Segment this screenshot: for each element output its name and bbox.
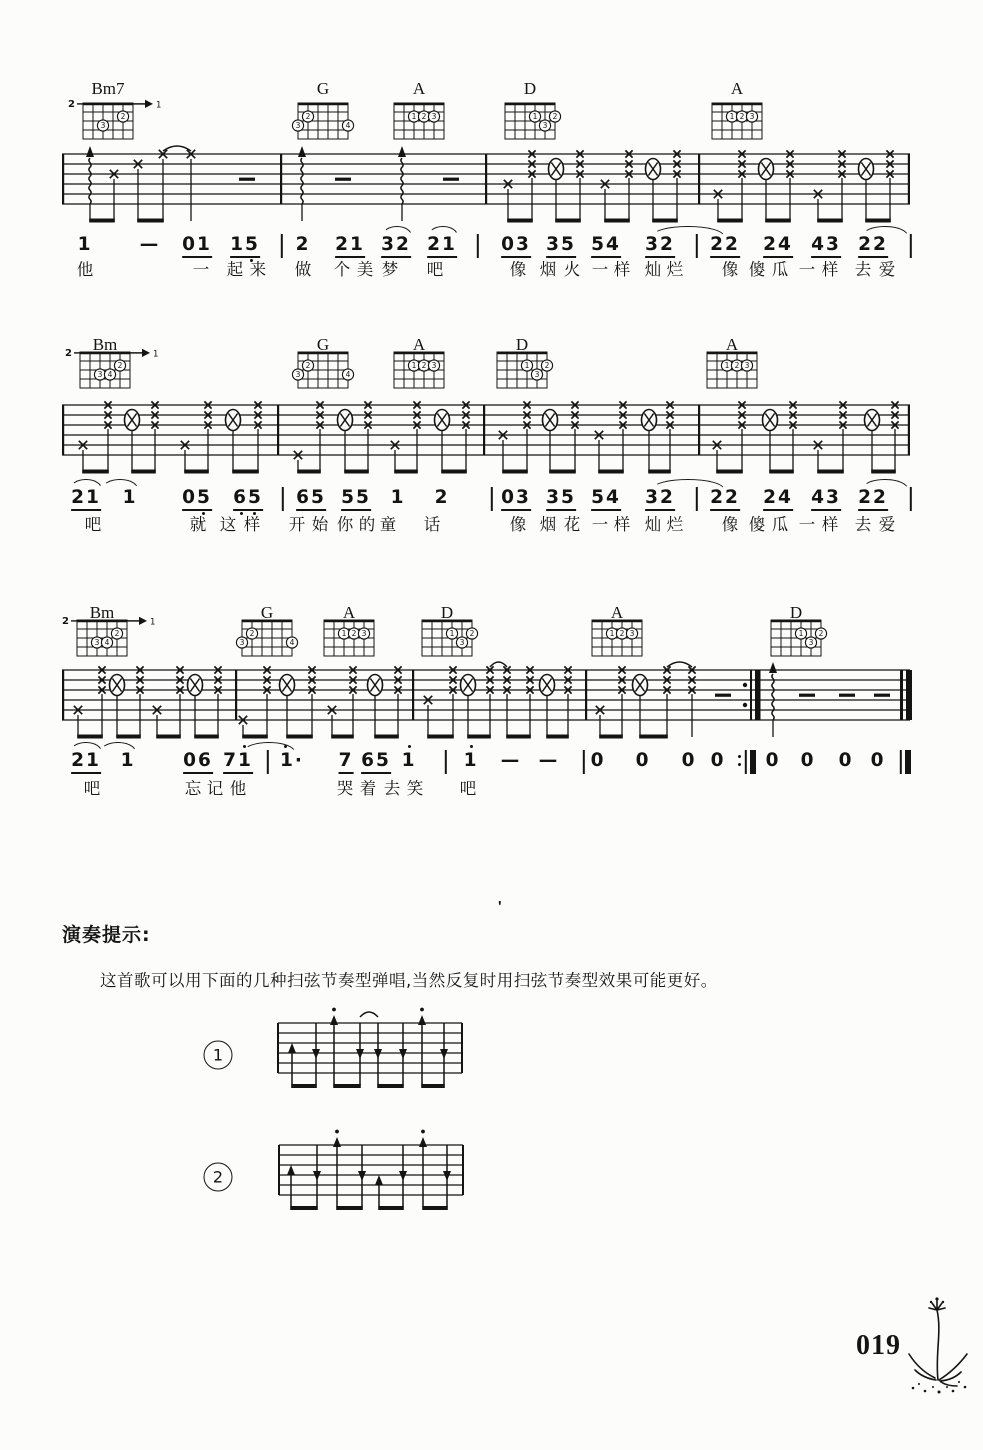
chord-label-a: A <box>610 603 624 622</box>
jianpu-barline <box>477 234 479 258</box>
svg-text:2: 2 <box>120 112 126 122</box>
jianpu-note: 2 <box>434 487 450 508</box>
svg-text:4: 4 <box>345 370 351 380</box>
lyric-char: 花 <box>563 515 581 534</box>
jianpu-note: 54 <box>591 236 621 258</box>
jianpu-note: 71 <box>223 752 253 774</box>
lyric-char: 做 <box>294 260 312 279</box>
repeat-thin-bar <box>745 750 747 774</box>
lyric-char: 他 <box>76 260 94 279</box>
jianpu-note: 1 <box>77 234 93 255</box>
jianpu-note: 32 <box>645 236 675 258</box>
svg-text:2: 2 <box>469 629 475 639</box>
lyric-char: 的 <box>358 515 376 534</box>
jianpu-note: 01 <box>182 236 212 258</box>
repeat-dot <box>738 755 741 758</box>
tab-staff-2 <box>62 389 916 483</box>
jianpu-barline <box>282 487 284 511</box>
lyric-char: 样 <box>613 515 631 534</box>
svg-text:3: 3 <box>459 638 465 648</box>
svg-text:1: 1 <box>524 361 530 371</box>
jianpu-note: 1 <box>401 750 417 771</box>
svg-text:3: 3 <box>295 370 301 380</box>
svg-text:3: 3 <box>239 638 245 648</box>
svg-text:3: 3 <box>431 112 437 122</box>
lyric-char: 灿 <box>644 260 662 279</box>
jianpu-note: 1 <box>122 487 138 508</box>
jianpu-barline <box>696 487 698 511</box>
lyric-char: 就 <box>189 515 207 534</box>
lyric-char: 吧 <box>426 260 444 279</box>
lyric-char: 童 <box>379 515 397 534</box>
svg-text:3: 3 <box>97 370 103 380</box>
lyric-char: 样 <box>821 260 839 279</box>
footer-decoration-icon <box>905 1290 977 1398</box>
jianpu-note: 21 <box>335 236 365 258</box>
strum-pattern-staff-2 <box>276 1129 468 1225</box>
jianpu-note: 1 <box>120 750 136 771</box>
chord-diagram-g <box>278 347 388 393</box>
jianpu-barline <box>910 487 912 511</box>
chord-diagram-d <box>477 347 587 393</box>
chord-label-a: A <box>730 79 744 98</box>
svg-text:2: 2 <box>68 99 75 110</box>
chord-diagram-a <box>374 347 484 393</box>
jianpu-note: 0 <box>765 750 781 771</box>
lyric-char: 烟 <box>539 515 557 534</box>
jianpu-barline <box>267 750 269 774</box>
svg-text:1: 1 <box>724 361 730 371</box>
jianpu-note: 05 <box>182 489 212 511</box>
jianpu-note: 0 <box>681 750 697 771</box>
strum-pattern-staff-1 <box>275 1007 467 1103</box>
repeat-thick-bar <box>750 750 756 774</box>
stray-mark: ' <box>498 898 502 915</box>
pattern-label-2: 2 <box>204 1163 233 1192</box>
jianpu-note: 21 <box>71 752 101 774</box>
jianpu-barline <box>583 750 585 774</box>
lyric-char: 忘 <box>184 779 202 798</box>
final-thin-bar <box>900 750 902 774</box>
lyric-char: 一 <box>591 260 609 279</box>
lyric-char: 梦 <box>381 260 399 279</box>
chord-label-bm7: Bm7 <box>91 79 125 98</box>
lyric-char: 爱 <box>878 260 896 279</box>
svg-text:3: 3 <box>542 121 548 131</box>
svg-text:3: 3 <box>744 361 750 371</box>
svg-text:2: 2 <box>734 361 740 371</box>
lyric-char: 吧 <box>84 515 102 534</box>
chord-diagram-bm <box>60 347 170 393</box>
jianpu-barline <box>281 234 283 258</box>
lyric-char: 去 <box>854 260 872 279</box>
lyric-char: 一 <box>798 515 816 534</box>
lyric-char: 着 <box>359 779 377 798</box>
jianpu-note: 32 <box>645 489 675 511</box>
lyric-char: 一 <box>591 515 609 534</box>
lyric-char: 火 <box>563 260 581 279</box>
svg-text:1: 1 <box>411 361 417 371</box>
jianpu-note: 24 <box>763 236 793 258</box>
lyric-char: 烂 <box>666 260 684 279</box>
chord-label-d: D <box>523 79 537 98</box>
svg-text:2: 2 <box>249 629 255 639</box>
jianpu-note: 35 <box>546 489 576 511</box>
chord-label-d: D <box>515 335 529 354</box>
svg-text:2: 2 <box>552 112 558 122</box>
jianpu-note: 21 <box>427 236 457 258</box>
svg-text:2: 2 <box>619 629 625 639</box>
svg-text:2: 2 <box>305 112 311 122</box>
svg-text:1: 1 <box>449 629 455 639</box>
svg-text:3: 3 <box>295 121 301 131</box>
chord-diagram-a <box>687 347 797 393</box>
svg-text:1: 1 <box>341 629 347 639</box>
jianpu-note: 43 <box>811 236 841 258</box>
chord-label-a: A <box>412 335 426 354</box>
chord-label-a: A <box>412 79 426 98</box>
lyric-char: 像 <box>509 260 527 279</box>
svg-text:2: 2 <box>305 361 311 371</box>
lyric-char: 来 <box>249 260 267 279</box>
chord-label-a: A <box>725 335 739 354</box>
svg-text:1: 1 <box>532 112 538 122</box>
jianpu-note: 0 <box>870 750 886 771</box>
lyric-char: 一 <box>798 260 816 279</box>
chord-label-g: G <box>316 335 330 354</box>
svg-text:1: 1 <box>798 629 804 639</box>
svg-text:1: 1 <box>150 617 156 628</box>
svg-text:2: 2 <box>114 629 120 639</box>
lyric-char: 美 <box>356 260 374 279</box>
lyric-char: 记 <box>206 779 224 798</box>
final-thick-bar <box>905 750 911 774</box>
jianpu-note: 7 <box>339 752 354 774</box>
jianpu-note: — <box>538 750 560 771</box>
jianpu-note: 0 <box>590 750 606 771</box>
jianpu-note: 54 <box>591 489 621 511</box>
jianpu-barline <box>696 234 698 258</box>
lyric-char: 这 <box>219 515 237 534</box>
lyric-char: 烟 <box>539 260 557 279</box>
svg-text:1: 1 <box>729 112 735 122</box>
chord-label-bm: Bm <box>89 603 115 622</box>
chord-label-d: D <box>440 603 454 622</box>
jianpu-note: 0 <box>710 750 726 771</box>
svg-text:2: 2 <box>117 361 123 371</box>
jianpu-note: 65 <box>296 489 326 511</box>
jianpu-note: 65 <box>361 752 391 774</box>
jianpu-note: 06 <box>183 752 213 774</box>
svg-text:2: 2 <box>818 629 824 639</box>
svg-text:4: 4 <box>289 638 295 648</box>
svg-text:1: 1 <box>411 112 417 122</box>
repeat-dot <box>738 763 741 766</box>
svg-text:2: 2 <box>739 112 745 122</box>
lyric-char: 瓜 <box>771 515 789 534</box>
svg-text:3: 3 <box>534 370 540 380</box>
lyric-char: 像 <box>721 260 739 279</box>
jianpu-note: 65 <box>233 489 263 511</box>
jianpu-note: — <box>500 750 522 771</box>
jianpu-barline <box>491 487 493 511</box>
svg-text:2: 2 <box>351 629 357 639</box>
jianpu-note: 43 <box>811 489 841 511</box>
jianpu-note: 32 <box>381 236 411 258</box>
svg-text:1: 1 <box>156 100 162 111</box>
lyric-char: 灿 <box>644 515 662 534</box>
tab-staff-1 <box>62 138 916 232</box>
jianpu-note: 1 <box>463 750 479 771</box>
jianpu-note: 22 <box>710 489 740 511</box>
lyric-char: 始 <box>311 515 329 534</box>
chord-label-bm: Bm <box>92 335 118 354</box>
lyric-char: 你 <box>336 515 354 534</box>
jianpu-note: 24 <box>763 489 793 511</box>
jianpu-note: 22 <box>858 236 888 258</box>
jianpu-note: 0 <box>800 750 816 771</box>
jianpu-note: 55 <box>341 489 371 511</box>
svg-text:3: 3 <box>749 112 755 122</box>
lyric-char: 吧 <box>83 779 101 798</box>
svg-text:3: 3 <box>431 361 437 371</box>
svg-text:4: 4 <box>345 121 351 131</box>
lyric-char: 他 <box>229 779 247 798</box>
jianpu-barline <box>445 750 447 774</box>
svg-text:3: 3 <box>94 638 100 648</box>
svg-text:3: 3 <box>629 629 635 639</box>
svg-text:2: 2 <box>421 361 427 371</box>
svg-text:3: 3 <box>361 629 367 639</box>
lyric-char: 笑 <box>406 779 424 798</box>
page-number: 019 <box>856 1330 901 1361</box>
lyric-char: 爱 <box>878 515 896 534</box>
tab-staff-3 <box>62 654 916 748</box>
svg-text:2: 2 <box>65 348 72 359</box>
jianpu-note: 15 <box>230 236 260 258</box>
chord-label-g: G <box>316 79 330 98</box>
lyric-char: 像 <box>509 515 527 534</box>
pattern-label-1: 1 <box>204 1041 233 1070</box>
lyric-char: 傻 <box>748 515 766 534</box>
lyric-char: 烂 <box>666 515 684 534</box>
jianpu-note: 21 <box>71 489 101 511</box>
tips-heading: 演奏提示: <box>62 924 151 946</box>
lyric-char: 一 <box>192 260 210 279</box>
lyric-char: 吧 <box>459 779 477 798</box>
chord-label-d: D <box>789 603 803 622</box>
lyric-char: 开 <box>288 515 306 534</box>
lyric-char: 哭 <box>336 779 354 798</box>
svg-text:1: 1 <box>609 629 615 639</box>
svg-text:2: 2 <box>421 112 427 122</box>
lyric-char: 个 <box>333 260 351 279</box>
svg-text:2: 2 <box>544 361 550 371</box>
svg-text:3: 3 <box>100 121 106 131</box>
chord-label-a: A <box>342 603 356 622</box>
lyric-char: 话 <box>423 515 441 534</box>
jianpu-note: 1 <box>390 487 406 508</box>
jianpu-note: 0 <box>635 750 651 771</box>
lyric-char: 像 <box>721 515 739 534</box>
lyric-char: 样 <box>243 515 261 534</box>
chord-label-g: G <box>260 603 274 622</box>
lyric-char: 傻 <box>748 260 766 279</box>
jianpu-note: 0 <box>838 750 854 771</box>
jianpu-note: 35 <box>546 236 576 258</box>
lyric-char: 去 <box>383 779 401 798</box>
tips-text: 这首歌可以用下面的几种扫弦节奏型弹唱,当然反复时用扫弦节奏型效果可能更好。 <box>100 971 718 990</box>
jianpu-barline <box>910 234 912 258</box>
lyric-char: 瓜 <box>771 260 789 279</box>
svg-text:3: 3 <box>808 638 814 648</box>
jianpu-note: 1· <box>280 750 304 771</box>
jianpu-note: 03 <box>501 236 531 258</box>
svg-text:2: 2 <box>62 616 69 627</box>
lyric-char: 样 <box>613 260 631 279</box>
jianpu-note: 22 <box>858 489 888 511</box>
svg-text:4: 4 <box>104 638 110 648</box>
lyric-char: 去 <box>854 515 872 534</box>
jianpu-note: 03 <box>501 489 531 511</box>
jianpu-note: 22 <box>710 236 740 258</box>
lyric-char: 起 <box>226 260 244 279</box>
jianpu-note: 2 <box>295 234 311 255</box>
lyric-char: 样 <box>821 515 839 534</box>
jianpu-note: — <box>139 234 161 255</box>
svg-text:1: 1 <box>153 349 159 360</box>
svg-text:4: 4 <box>107 370 113 380</box>
